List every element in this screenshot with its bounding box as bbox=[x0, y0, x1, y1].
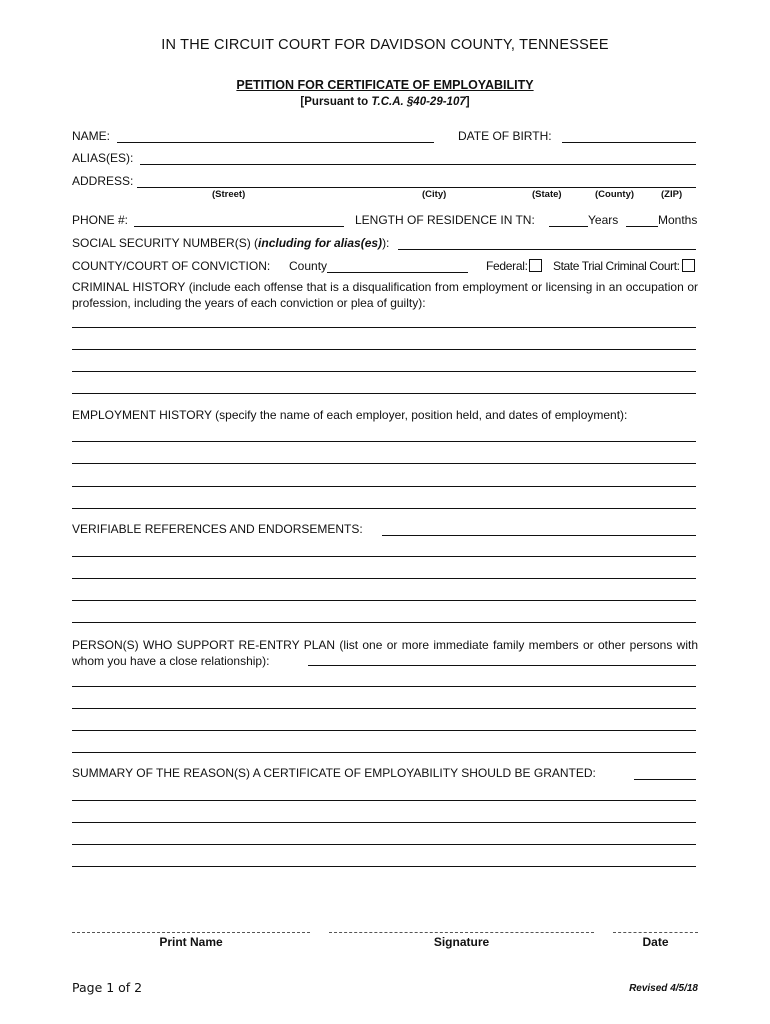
ssn-label: SOCIAL SECURITY NUMBER(S) (including for alias(es)): bbox=[72, 236, 390, 250]
summary-line[interactable] bbox=[72, 822, 696, 823]
conviction-label: COUNTY/COURT OF CONVICTION: bbox=[72, 259, 271, 273]
references-line[interactable] bbox=[382, 535, 696, 536]
aliases-field[interactable] bbox=[140, 164, 696, 165]
date-caption: Date bbox=[642, 935, 669, 949]
reentry-line[interactable] bbox=[72, 752, 696, 753]
dob-label: DATE OF BIRTH: bbox=[458, 129, 552, 143]
criminal-history-line[interactable] bbox=[72, 393, 696, 394]
state-trial-checkbox[interactable] bbox=[682, 259, 695, 272]
federal-checkbox[interactable] bbox=[529, 259, 542, 272]
employment-history-line[interactable] bbox=[72, 463, 696, 464]
page-number: Page 1 of 2 bbox=[72, 980, 143, 995]
county-caption: (County) bbox=[595, 189, 635, 200]
summary-line[interactable] bbox=[72, 800, 696, 801]
date-line[interactable] bbox=[613, 932, 698, 933]
dob-field[interactable] bbox=[562, 142, 696, 143]
court-heading: IN THE CIRCUIT COURT FOR DAVIDSON COUNTY, TENNESSEE bbox=[161, 37, 609, 53]
reentry-line[interactable] bbox=[72, 730, 696, 731]
residence-label: LENGTH OF RESIDENCE IN TN: bbox=[355, 213, 535, 227]
print-name-line[interactable] bbox=[72, 932, 310, 933]
summary-label: SUMMARY OF THE REASON(S) A CERTIFICATE OF EMPLOYABILITY SHOULD BE GRANTED: bbox=[72, 766, 596, 780]
years-label: Years bbox=[588, 213, 619, 227]
name-field[interactable] bbox=[117, 142, 434, 143]
ssn-field[interactable] bbox=[398, 249, 696, 250]
criminal-history-line[interactable] bbox=[72, 349, 696, 350]
references-line[interactable] bbox=[72, 600, 696, 601]
references-line[interactable] bbox=[72, 622, 696, 623]
form-title: PETITION FOR CERTIFICATE OF EMPLOYABILITY bbox=[236, 78, 534, 92]
months-label: Months bbox=[658, 213, 698, 227]
name-label: NAME: bbox=[72, 129, 111, 143]
state-caption: (State) bbox=[532, 189, 562, 200]
print-name-caption: Print Name bbox=[159, 935, 223, 949]
reentry-line[interactable] bbox=[72, 686, 696, 687]
address-field[interactable] bbox=[137, 187, 696, 188]
signature-caption: Signature bbox=[433, 935, 490, 949]
employment-history-line[interactable] bbox=[72, 508, 696, 509]
county-word: County bbox=[289, 259, 328, 273]
signature-line[interactable] bbox=[329, 932, 594, 933]
aliases-label: ALIAS(ES): bbox=[72, 151, 134, 165]
revision-date: Revised 4/5/18 bbox=[629, 983, 698, 994]
city-caption: (City) bbox=[422, 189, 447, 200]
reentry-line[interactable] bbox=[308, 665, 696, 666]
pursuant-citation: [Pursuant to T.C.A. §40-29-107] bbox=[300, 96, 470, 108]
phone-field[interactable] bbox=[134, 226, 344, 227]
summary-line[interactable] bbox=[72, 844, 696, 845]
state-trial-label: State Trial Criminal Court: bbox=[553, 259, 680, 273]
reentry-label: PERSON(S) WHO SUPPORT RE-ENTRY PLAN (list one or more immediate family members or other persons with whom you have a close relationship): bbox=[72, 638, 698, 668]
reentry-line[interactable] bbox=[72, 708, 696, 709]
employment-history-line[interactable] bbox=[72, 441, 696, 442]
residence-months-field[interactable] bbox=[626, 226, 658, 227]
address-label: ADDRESS: bbox=[72, 174, 134, 188]
references-line[interactable] bbox=[72, 578, 696, 579]
federal-label: Federal: bbox=[486, 259, 528, 273]
criminal-history-line[interactable] bbox=[72, 371, 696, 372]
conviction-county-field[interactable] bbox=[327, 272, 468, 273]
employment-history-label: EMPLOYMENT HISTORY (specify the name of each employer, position held, and dates of employment): bbox=[72, 408, 628, 422]
criminal-history-label: CRIMINAL HISTORY (include each offense that is a disqualification from employment or licensing in an occupation or profession, including the years of each conviction or plea of guilty): bbox=[72, 280, 698, 310]
employment-history-line[interactable] bbox=[72, 486, 696, 487]
phone-label: PHONE #: bbox=[72, 213, 129, 227]
residence-years-field[interactable] bbox=[549, 226, 588, 227]
zip-caption: (ZIP) bbox=[661, 189, 683, 200]
street-caption: (Street) bbox=[212, 189, 246, 200]
criminal-history-line[interactable] bbox=[72, 327, 696, 328]
references-line[interactable] bbox=[72, 556, 696, 557]
references-label: VERIFIABLE REFERENCES AND ENDORSEMENTS: bbox=[72, 522, 363, 536]
summary-line[interactable] bbox=[634, 779, 696, 780]
summary-line[interactable] bbox=[72, 866, 696, 867]
